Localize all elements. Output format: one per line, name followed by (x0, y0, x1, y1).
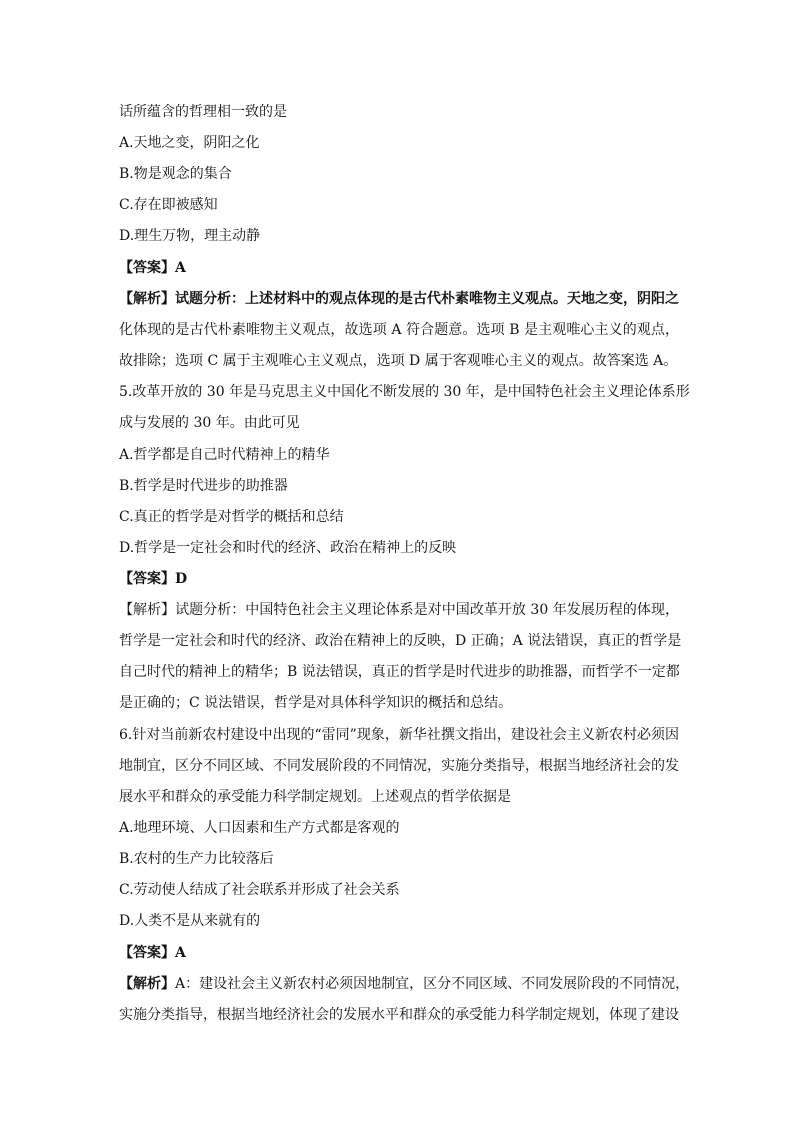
question-5-stem: 成与发展的 30 年。由此可见 (119, 415, 300, 431)
answer-label: 【答案】A (119, 945, 186, 961)
option-b: B.农村的生产力比较落后 (119, 851, 274, 867)
analysis-line: 【解析】试题分析：上述材料中的观点体现的是古代朴素唯物主义观点。天地之变，阴阳之 (119, 291, 679, 307)
option-d: D.人类不是从来就有的 (119, 913, 261, 929)
option-b: B.哲学是时代进步的助推器 (119, 478, 288, 494)
question-6-stem: 地制宜，区分不同区域、不同发展阶段的不同情况，实施分类指导，根据当地经济社会的发 (119, 758, 679, 774)
analysis-line: 故排除；选项 C 属于主观唯心主义观点，选项 D 属于客观唯心主义的观点。故答案选 A。 (119, 353, 678, 369)
question-stem-continuation: 话所蕴含的哲理相一致的是 (119, 104, 287, 120)
answer-label: 【答案】D (119, 571, 188, 587)
option-c: C.真正的哲学是对哲学的概括和总结 (119, 509, 344, 525)
option-d: D.理生万物，理主动静 (119, 228, 261, 244)
option-c: C.存在即被感知 (119, 197, 218, 213)
option-a: A.地理环境、人口因素和生产方式都是客观的 (119, 820, 400, 836)
option-b: B.物是观念的集合 (119, 166, 232, 182)
analysis-line: 哲学是一定社会和时代的经济、政治在精神上的反映，D 正确；A 说法错误，真正的哲学是 (119, 633, 682, 649)
question-5-stem: 5.改革开放的 30 年是马克思主义中国化不断发展的 30 年，是中国特色社会主义理论体系形 (119, 384, 690, 400)
option-c: C.劳动使人结成了社会联系并形成了社会关系 (119, 882, 400, 898)
analysis-text: A：建设社会主义新农村必须因地制宜，区分不同区域、不同发展阶段的不同情况， (175, 976, 690, 992)
option-d: D.哲学是一定社会和时代的经济、政治在精神上的反映 (119, 540, 457, 556)
analysis-line: 是正确的；C 说法错误，哲学是对具体科学知识的概括和总结。 (119, 695, 513, 711)
analysis-line: 自己时代的精神上的精华；B 说法错误，真正的哲学是时代进步的助推器，而哲学不一定都 (119, 664, 680, 680)
option-a: A.天地之变，阴阳之化 (119, 135, 260, 151)
analysis-line: 化体现的是古代朴素唯物主义观点，故选项 A 符合题意。选项 B 是主观唯心主义的观点， (119, 322, 679, 338)
answer-label: 【答案】A (119, 260, 186, 276)
analysis-line (119, 974, 690, 994)
question-6-stem: 6.针对当前新农村建设中出现的“雷同”现象，新华社撰文指出，建设社会主义新农村必须因 (119, 727, 679, 743)
analysis-line: 实施分类指导，根据当地经济社会的发展水平和群众的承受能力科学制定规划，体现了建设 (119, 1007, 679, 1023)
question-6-stem: 展水平和群众的承受能力科学制定规划。上述观点的哲学依据是 (119, 789, 511, 805)
analysis-label: 【解析】 (119, 976, 175, 992)
option-a: A.哲学都是自己时代精神上的精华 (119, 447, 330, 463)
analysis-line: 【解析】试题分析：中国特色社会主义理论体系是对中国改革开放 30 年发展历程的体现， (119, 602, 679, 618)
